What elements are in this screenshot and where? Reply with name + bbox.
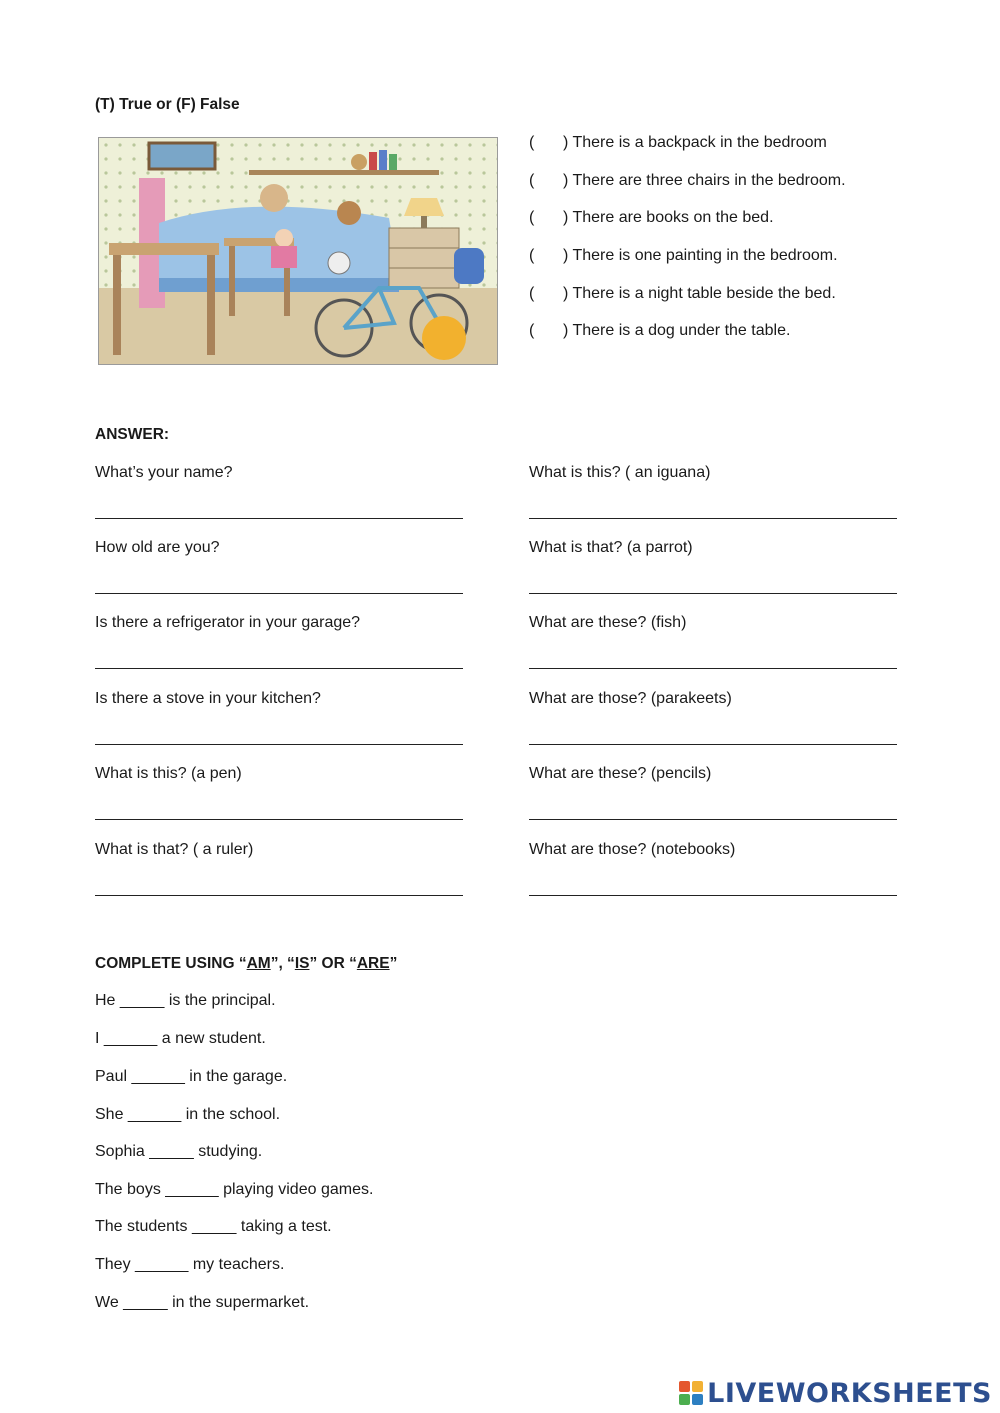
fill-blank-sentence[interactable]: Sophia _____ studying.	[95, 1143, 263, 1160]
question: What is that? ( a ruler)	[95, 841, 254, 858]
heading-is: IS	[294, 955, 310, 972]
tf-statement: ) There is a night table beside the bed.	[563, 285, 836, 302]
fill-blank-sentence[interactable]: The students _____ taking a test.	[95, 1218, 332, 1235]
answer-line[interactable]	[529, 518, 897, 519]
question: What is this? ( an iguana)	[529, 464, 711, 481]
heading-text: COMPLETE USING “	[95, 955, 247, 972]
fill-blank-sentence[interactable]: He _____ is the principal.	[95, 992, 276, 1009]
fill-blank-sentence[interactable]: They ______ my teachers.	[95, 1256, 285, 1273]
tf-item	[529, 247, 838, 265]
bedroom-scene-image	[99, 138, 497, 364]
tf-statement: ) There is a backpack in the bedroom	[563, 134, 827, 151]
heading-are: ARE	[356, 955, 390, 972]
answer-line[interactable]	[95, 518, 463, 519]
question: Is there a stove in your kitchen?	[95, 690, 321, 707]
answer-blank[interactable]: (	[529, 322, 535, 339]
tf-item	[529, 285, 836, 303]
answer-line[interactable]	[529, 819, 897, 820]
section-complete-heading	[95, 955, 397, 973]
section-true-false-heading: (T) True or (F) False	[95, 96, 240, 113]
logo-icon	[679, 1381, 703, 1405]
answer-line[interactable]	[95, 895, 463, 896]
question: How old are you?	[95, 539, 220, 556]
heading-text: ”	[389, 955, 398, 972]
logo-block	[692, 1394, 703, 1405]
logo-block	[679, 1381, 690, 1392]
answer-blank[interactable]: (	[529, 172, 535, 189]
question: What are those? (notebooks)	[529, 841, 736, 858]
question: What is that? (a parrot)	[529, 539, 693, 556]
question: Is there a refrigerator in your garage?	[95, 614, 361, 631]
fill-blank-sentence[interactable]: Paul ______ in the garage.	[95, 1068, 288, 1085]
answer-line[interactable]	[529, 895, 897, 896]
answer-line[interactable]	[95, 593, 463, 594]
section-answer-heading: ANSWER:	[95, 426, 170, 443]
fill-blank-sentence[interactable]: We _____ in the supermarket.	[95, 1294, 310, 1311]
fill-blank-sentence[interactable]: She ______ in the school.	[95, 1106, 281, 1123]
heading-text: ” OR “	[309, 955, 357, 972]
logo-block	[692, 1381, 703, 1392]
tf-statement: ) There is one painting in the bedroom.	[563, 247, 838, 264]
bedroom-illustration	[98, 137, 498, 365]
answer-blank[interactable]: (	[529, 209, 535, 226]
fill-blank-sentence[interactable]: I ______ a new student.	[95, 1030, 266, 1047]
answer-line[interactable]	[95, 668, 463, 669]
heading-am: AM	[246, 955, 271, 972]
answer-line[interactable]	[529, 668, 897, 669]
answer-line[interactable]	[529, 593, 897, 594]
answer-blank[interactable]: (	[529, 134, 535, 151]
tf-item	[529, 134, 827, 152]
answer-line[interactable]	[95, 819, 463, 820]
question: What are these? (fish)	[529, 614, 687, 631]
tf-item	[529, 209, 774, 227]
tf-item	[529, 172, 846, 190]
question: What are those? (parakeets)	[529, 690, 732, 707]
question: What are these? (pencils)	[529, 765, 712, 782]
answer-line[interactable]	[95, 744, 463, 745]
question: What is this? (a pen)	[95, 765, 242, 782]
answer-blank[interactable]: (	[529, 247, 535, 264]
logo-block	[679, 1394, 690, 1405]
logo-text: LIVEWORKSHEETS	[707, 1377, 992, 1409]
answer-line[interactable]	[529, 744, 897, 745]
fill-blank-sentence[interactable]: The boys ______ playing video games.	[95, 1181, 374, 1198]
heading-text: ”, “	[270, 955, 295, 972]
tf-statement: ) There is a dog under the table.	[563, 322, 791, 339]
question: What’s your name?	[95, 464, 233, 481]
answer-blank[interactable]: (	[529, 285, 535, 302]
liveworksheets-logo	[679, 1376, 992, 1410]
tf-statement: ) There are three chairs in the bedroom.	[563, 172, 846, 189]
tf-statement: ) There are books on the bed.	[563, 209, 774, 226]
tf-item	[529, 322, 790, 340]
